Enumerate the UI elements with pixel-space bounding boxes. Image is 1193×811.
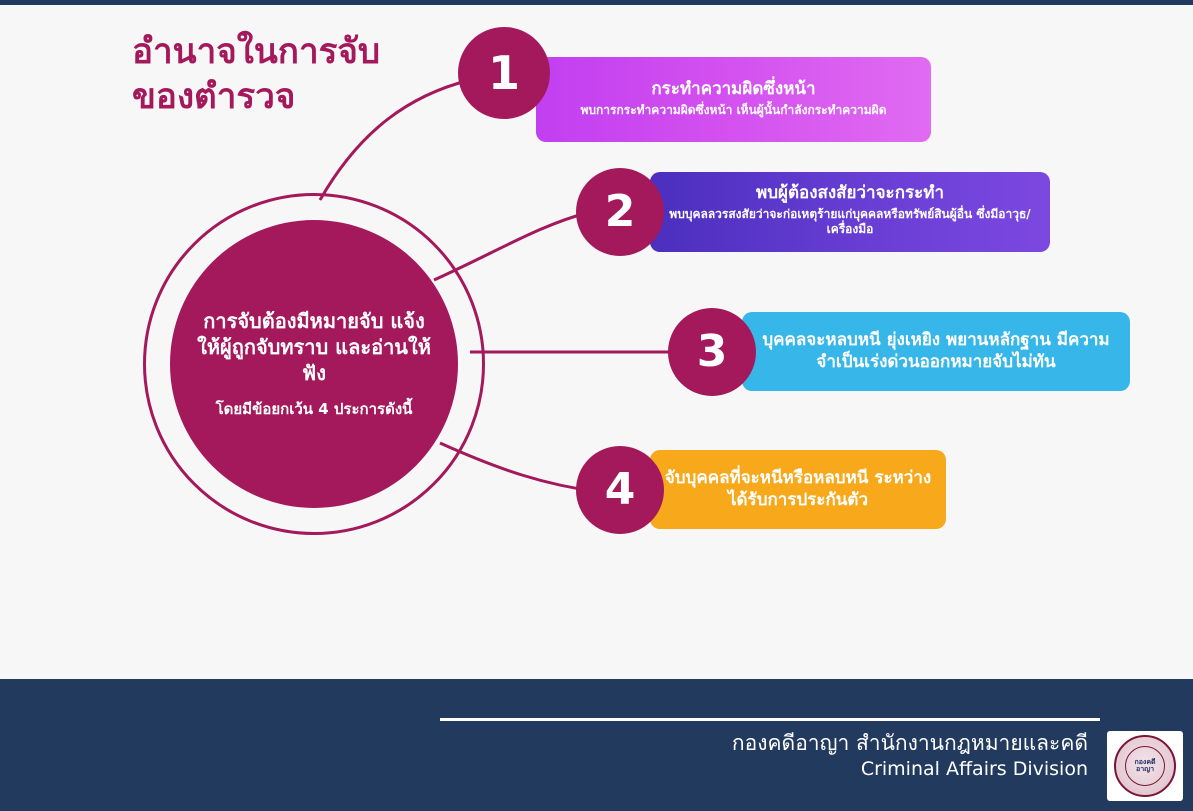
step-body-2: พบบุคลลวรสงสัยว่าจะก่อเหตุร้ายแก่บุคคลหรือทรัพย์สินผู้อื่น ซึ่งมีอาวุธ/เครื่องมือ: [669, 206, 1031, 236]
step-badge-4: 4: [576, 446, 664, 534]
step-bar-2: [650, 172, 1050, 252]
step-heading-1: กระทำความผิดซึ่งหน้า: [651, 79, 816, 100]
step-bar-1: [536, 57, 931, 142]
crest-label: กองคดีอาญา: [1125, 746, 1165, 786]
step-badge-3: 3: [668, 308, 756, 396]
hub-subtitle: โดยมีข้อยกเว้น 4 ประการดังนี้: [215, 400, 413, 419]
footer-divider: [440, 718, 1100, 721]
hub-title: การจับต้องมีหมายจับ แจ้งให้ผู้ถูกจับทราบ และอ่านให้ฟัง: [197, 309, 431, 386]
footer-organization: [468, 729, 1088, 783]
crest-icon: [1114, 735, 1176, 797]
hub-circle: [170, 220, 458, 508]
step-badge-1: 1: [458, 27, 550, 119]
top-accent-bar: [0, 0, 1193, 5]
step-heading-2: พบผู้ต้องสงสัยว่าจะกระทำ: [755, 183, 944, 204]
step-heading-3: บุคคลจะหลบหนี ยุ่งเหยิง พยานหลักฐาน มีความจำเป็นเร่งด่วนออกหมายจับไม่ทัน: [762, 330, 1110, 372]
page-title-line-2: ของตำรวจ: [132, 76, 296, 117]
organization-logo: [1107, 731, 1183, 801]
step-body-1: พบการกระทำความผิดซึ่งหน้า เห็นผู้นั้นกำลังกระทำความผิด: [580, 102, 887, 117]
step-bar-4: [650, 450, 946, 529]
step-badge-2: 2: [576, 168, 664, 256]
footer-org-en: Criminal Affairs Division: [860, 758, 1088, 781]
page-title-line-1: อำนาจในการจับ: [132, 32, 381, 72]
step-heading-4: จับบุคคลที่จะหนีหรือหลบหนี ระหว่างได้รับการประกันตัว: [664, 468, 932, 510]
page-title: [132, 30, 472, 120]
step-bar-3: [742, 312, 1130, 391]
footer-org-th: กองคดีอาญา สำนักงานกฎหมายและคดี: [731, 731, 1088, 755]
slide-footer: [0, 679, 1193, 811]
